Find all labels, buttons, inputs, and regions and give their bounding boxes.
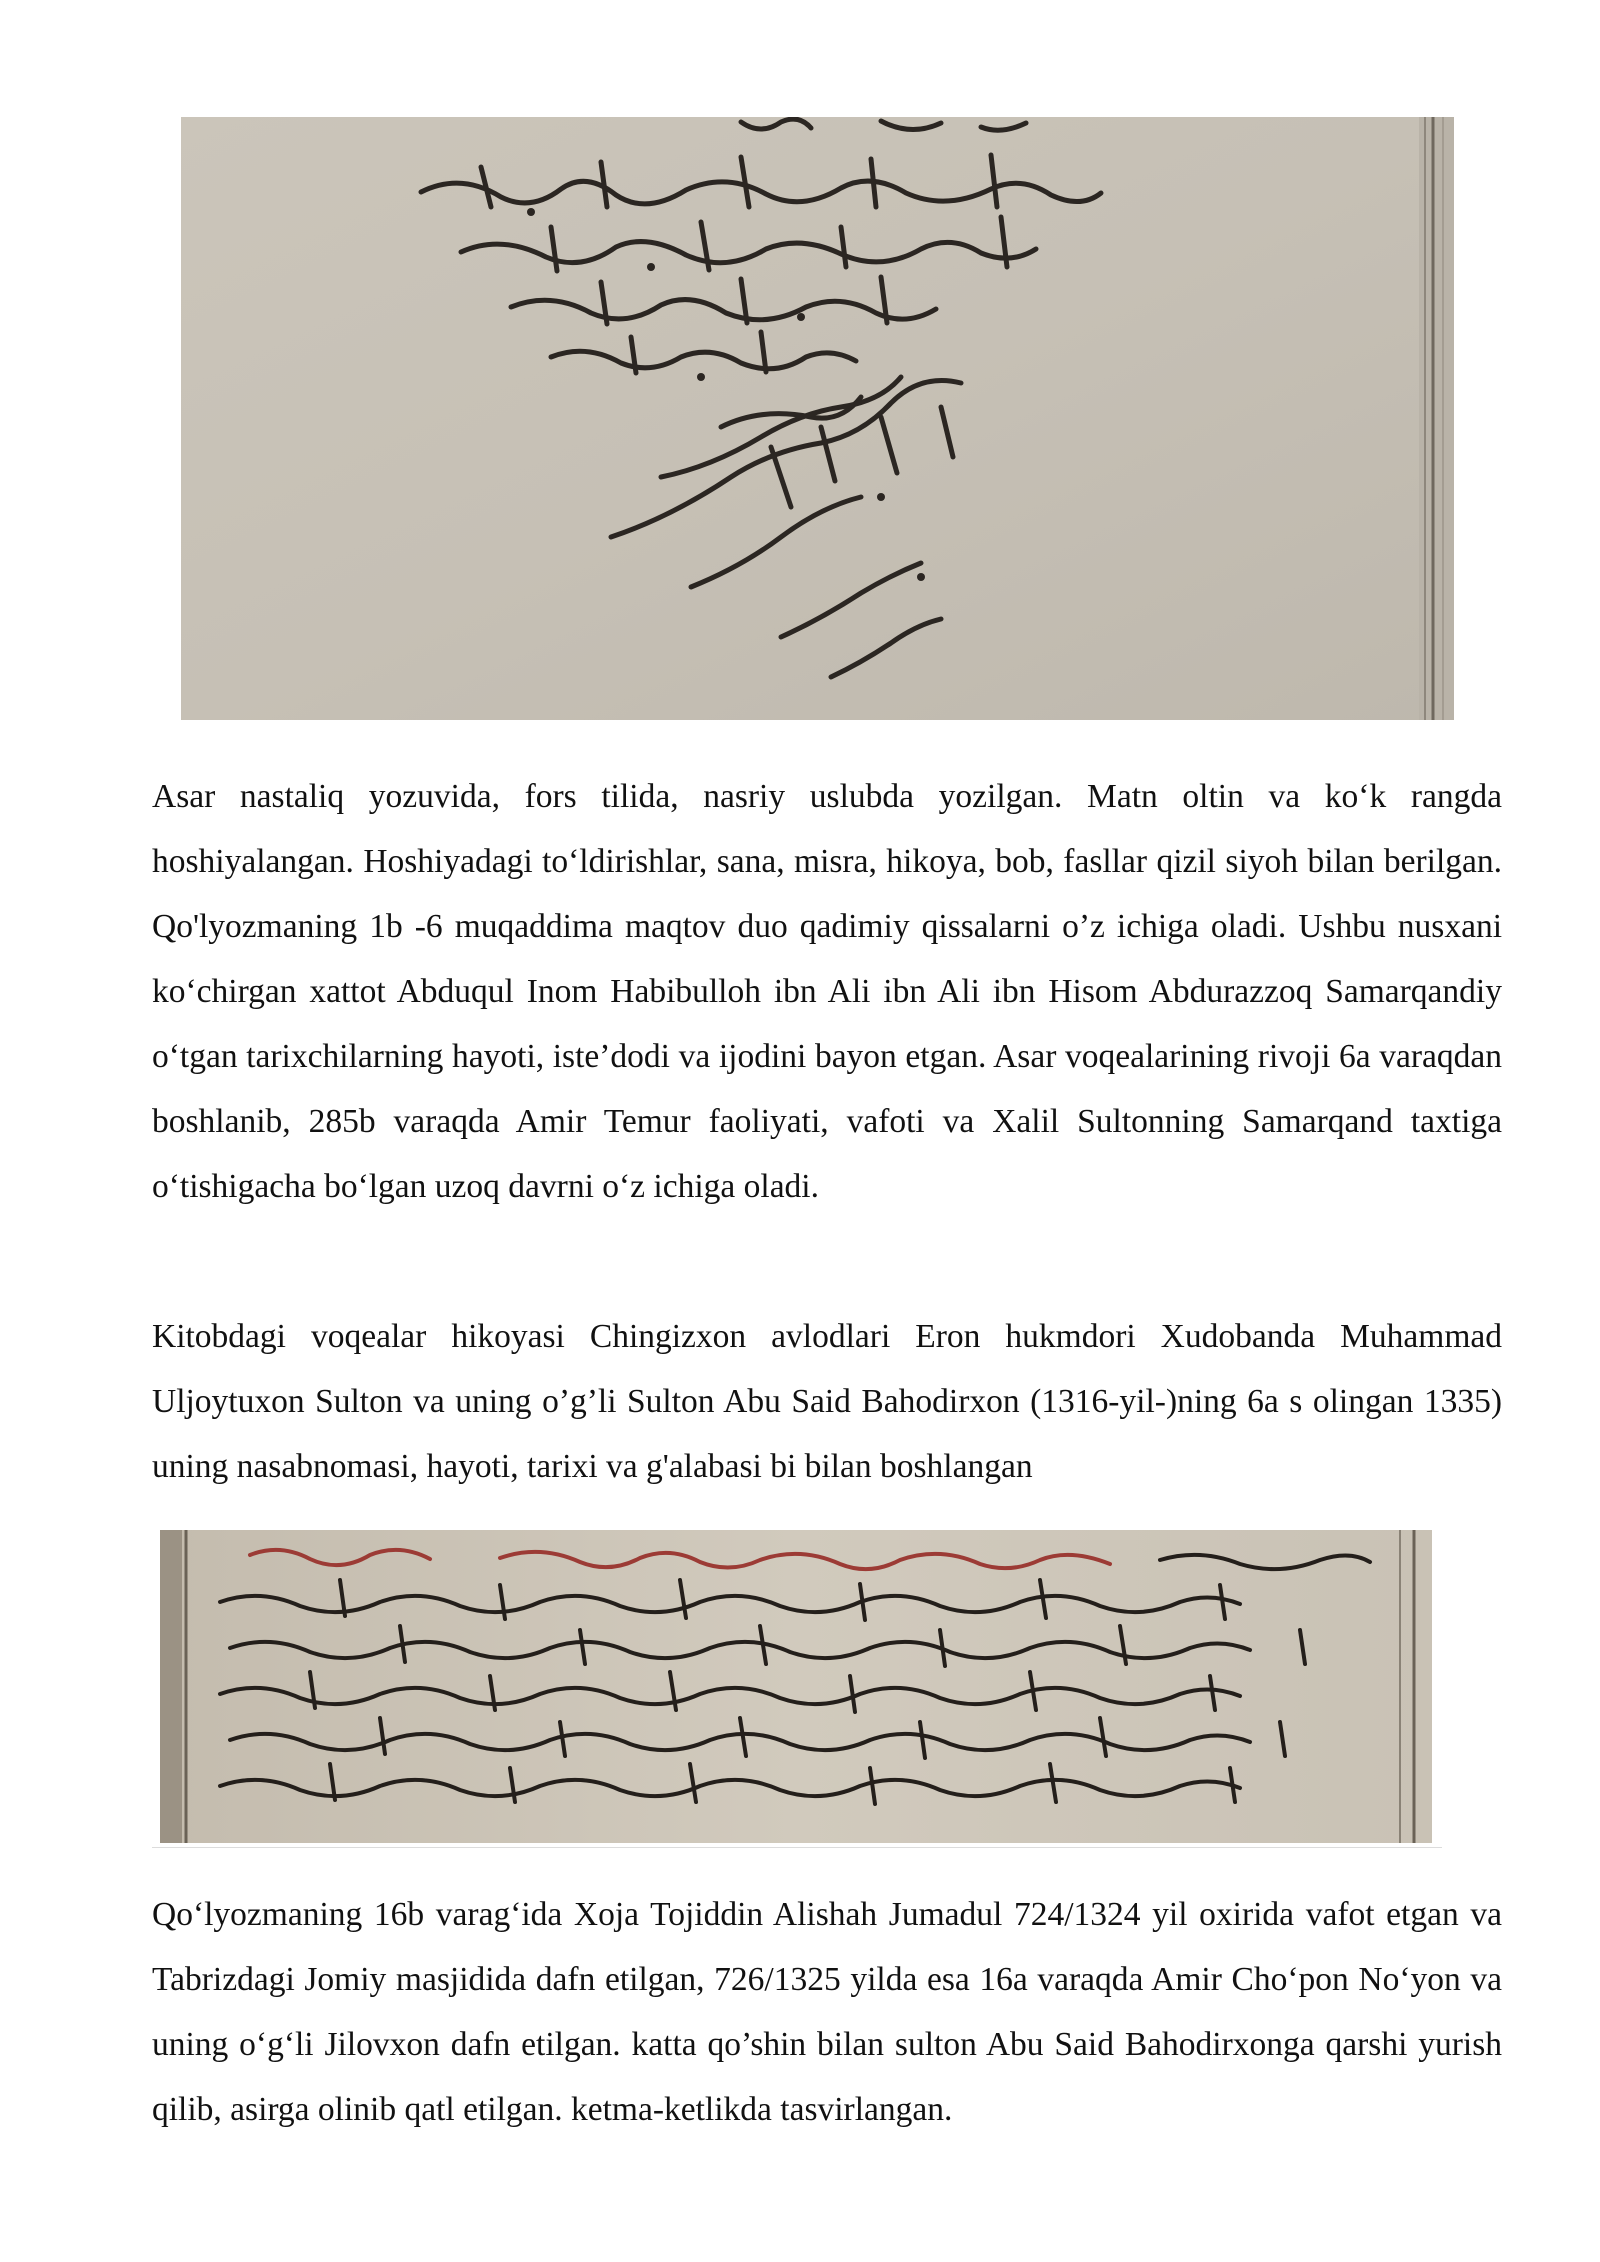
manuscript-page-image: [160, 1530, 1432, 1843]
paragraph-3: Qo‘lyozmaning 16b varag‘ida Xoja Tojiddin Alishah Jumadul 724/1324 yil oxirida vafot etgan va Tabrizdagi Jomiy masjidida dafn etilgan, 726/1325 yilda esa 16a varaqda Amir Cho‘pon No‘yon va uning o‘g‘li Jilovxon dafn etilgan. katta qo’shin bilan sulton Abu Said Bahodirxonga qarshi yurish qilib, asirga olinib qatl etilgan. ketma-ketlikda tasvirlangan.: [152, 1896, 1502, 2128]
manuscript-colophon-svg: [181, 117, 1454, 720]
image-separator-line: [152, 1847, 1442, 1848]
manuscript-colophon-image: [181, 117, 1454, 720]
paragraph-2: Kitobdagi voqealar hikoyasi Chingizxon avlodlari Eron hukmdori Xudobanda Muhammad Uljoytuxon Sulton va uning o’g’li Sulton Abu Said Bahodirxon (1316-yil-)ning 6a s olingan 1335) uning nasabnomasi, hayoti, tarixi va g'alabasi bi bilan boshlangan: [152, 1318, 1502, 1485]
manuscript-page-svg: [160, 1530, 1432, 1843]
paragraph-1: Asar nastaliq yozuvida, fors tilida, nasriy uslubda yozilgan. Matn oltin va ko‘k rangda hoshiyalangan. Hoshiyadagi to‘ldirishlar, sana, misra, hikoya, bob, fasllar qizil siyoh bilan berilgan. Qo'lyozmaning 1b -6 muqaddima maqtov duo qadimiy qissalarni o’z ichiga oladi. Ushbu nusxani ko‘chirgan xattot Abduqul Inom Habibulloh ibn Ali ibn Ali ibn Hisom Abdurazzoq Samarqandiy o‘tgan tarixchilarning hayoti, iste’dodi va ijodini bayon etgan. Asar voqealarining rivoji 6a varaqdan boshlanib, 285b varaqda Amir Temur faoliyati, vafoti va Xalil Sultonning Samarqand taxtiga o‘tishigacha bo‘lgan uzoq davrni o‘z ichiga oladi.: [152, 778, 1502, 1205]
